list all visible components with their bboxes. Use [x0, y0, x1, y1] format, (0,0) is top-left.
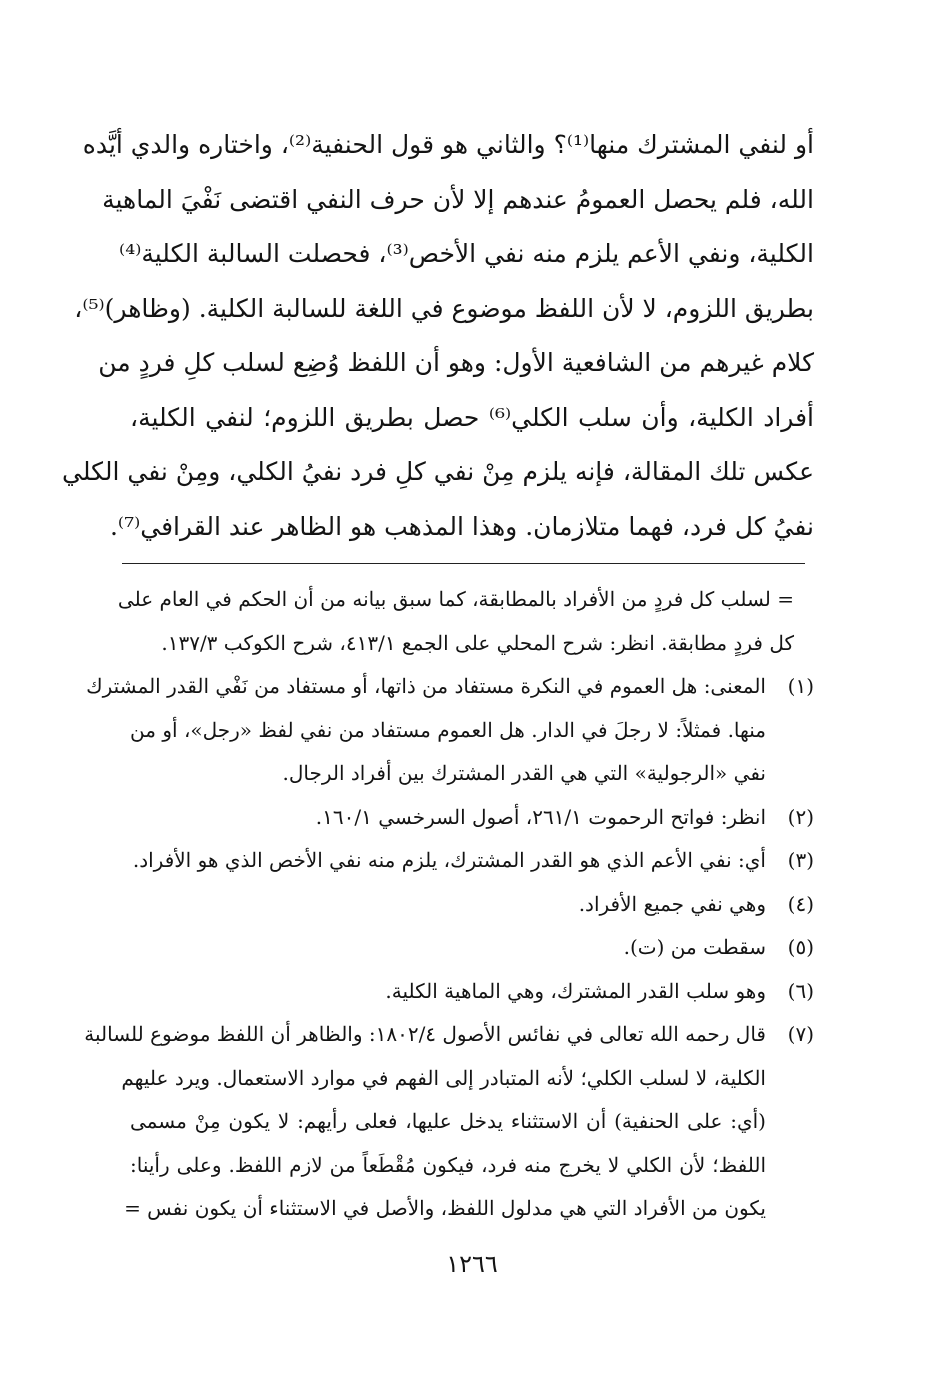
- footnote-text: قال رحمه الله تعالى في نفائس الأصول ١٨٠٢/٤: والظاهر أن اللفظ موضوع للسالبة: [84, 1022, 766, 1046]
- footnote-3: [130, 839, 814, 883]
- footnote-number: (١): [787, 674, 814, 698]
- footnote-number: (٢): [787, 804, 814, 829]
- footnote-text: وهو سلب القدر المشترك، وهي الماهية الكلية.: [385, 978, 766, 1003]
- main-text: [61, 118, 814, 554]
- footnote-text: وهي نفي جميع الأفراد.: [578, 891, 766, 916]
- main-text-line: أفراد الكلية، وأن سلب الكلي⁽⁶⁾ حصل بطريق اللزوم؛ لنفي الكلية،: [130, 402, 814, 432]
- footnote-number: (٣): [787, 848, 814, 872]
- footnote-1: [86, 665, 814, 709]
- footnote-2: [130, 796, 814, 840]
- main-text-line: الكلية، ونفي الأعم يلزم منه نفي الأخص⁽³⁾، فحصلت السالبة الكلية⁽⁴⁾: [119, 239, 814, 268]
- footnote-number: (٥): [787, 935, 814, 959]
- footnote-text: الكلية، لا لسلب الكلي؛ لأنه المتبادر إلى الفهم في موارد الاستعمال. ويرد عليهم: [121, 1065, 766, 1090]
- footnote-1-line: [130, 709, 814, 753]
- main-text-line: الله، فلم يحصل العمومُ عندهم إلا لأن حرف النفي اقتضى نَفْيَ الماهية: [102, 184, 814, 214]
- footnote-4: [130, 883, 814, 927]
- footnote-number: (٤): [787, 891, 814, 916]
- footnote-text: كل فردٍ مطابقة. انظر: شرح المحلي على الجمع ٤١٣/١، شرح الكوكب ١٣٧/٣.: [161, 630, 794, 655]
- footnote-text: سقطت من (ت).: [623, 935, 766, 959]
- footnote-number: (٧): [787, 1022, 814, 1046]
- footnote-7-line: [121, 1057, 814, 1101]
- main-text-line: بطريق اللزوم، لا لأن اللفظ موضوع في اللغة للسالبة الكلية. (وظاهر)⁽⁵⁾،: [74, 293, 814, 323]
- footnote-text: يكون من الأفراد التي هي مدلول اللفظ، والأصل في الاستثناء أن يكون نفس =: [124, 1196, 766, 1220]
- footnote-7: [84, 1013, 814, 1057]
- footnote-text: انظر: فواتح الرحموت ٢٦١/١، أصول السرخسي ١٦٠/١.: [315, 804, 766, 829]
- footnote-7-line: [124, 1187, 814, 1231]
- footnote-continuation-line: [130, 622, 814, 666]
- footnote-7-line: [130, 1100, 814, 1144]
- footnote-text: نفي «الرجولية» التي هي القدر المشترك بين أفراد الرجال.: [282, 761, 766, 785]
- footnotes: [84, 578, 814, 1231]
- footnote-7-line: [130, 1144, 814, 1188]
- footnote-text: أي: نفي الأعم الذي هو القدر المشترك، يلزم منه نفي الأخص الذي هو الأفراد.: [132, 848, 766, 872]
- footnote-text: منها. فمثلاً: لا رجلَ في الدار. هل العموم مستفاد من نفي لفظ «رجل»، أو من: [130, 717, 766, 742]
- main-text-line: أو لنفي المشترك منها⁽¹⁾؟ والثاني هو قول الحنفية⁽²⁾، واختاره والدي أيَّده: [82, 130, 814, 159]
- footnote-continuation-line: [117, 578, 814, 622]
- footnote-text: اللفظ؛ لأن الكلي لا يخرج منه فرد، فيكون مُقْطَعاً من لازم اللفظ. وعلى رأينا:: [130, 1152, 766, 1177]
- page-number: ١٢٦٦: [446, 1250, 498, 1278]
- footnote-text: المعنى: هل العموم في النكرة مستفاد من ذاتها، أو مستفاد من نَفْي القدر المشترك: [86, 674, 766, 698]
- main-text-line: نفيُ كل فرد، فهما متلازمان. وهذا المذهب هو الظاهر عند القرافي⁽⁷⁾.: [109, 511, 814, 541]
- footnote-text: = لسلب كل فردٍ من الأفراد بالمطابقة، كما سبق بيانه من أن الحكم في العام على: [117, 587, 794, 611]
- footnote-6: [130, 970, 814, 1014]
- footnote-1-line: [130, 752, 814, 796]
- footnote-5: [130, 926, 814, 970]
- footnote-number: (٦): [787, 978, 814, 1003]
- main-text-line: عكس تلك المقالة، فإنه يلزم مِنْ نفي كلِ فرد نفيُ الكلي، ومِنْ نفي الكلي: [61, 457, 814, 486]
- footnote-separator: [122, 563, 805, 564]
- main-text-line: كلام غيرهم من الشافعية الأول: وهو أن اللفظ وُضِع لسلب كلِ فردٍ من: [98, 348, 814, 377]
- footnote-text: (أي: على الحنفية) أن الاستثناء يدخل عليها، فعلى رأيهم: لا يكون مِنْ مسمى: [130, 1109, 766, 1133]
